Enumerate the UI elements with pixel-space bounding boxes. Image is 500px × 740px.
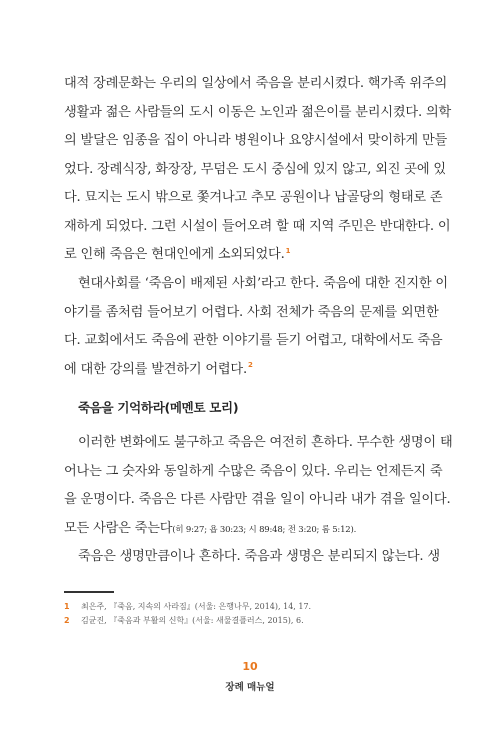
text-line: 다. 묘지는 도시 밖으로 쫓겨나고 추모 공원이나 납골당의 형태로 존 (64, 190, 443, 205)
paragraph-1 (64, 70, 452, 270)
paragraph-4 (64, 543, 440, 572)
text-line: 재하게 되었다. 그런 시설이 들어오려 할 때 지역 주민은 반대한다. 이 (64, 218, 451, 234)
text-line: 죽음은 생명만큼이나 흔하다. 죽음과 생명은 분리되지 않는다. 생 (78, 549, 440, 564)
text-line: 생활과 젊은 사람들의 도시 이동은 노인과 젊은이를 분리시켰다. 의학 (64, 104, 452, 120)
footnote-item (64, 600, 436, 614)
paragraph-2 (64, 270, 448, 384)
text-line: 다. 교회에서도 죽음에 관한 이야기를 듣기 어렵고, 대학에서도 죽음 (64, 333, 443, 348)
text-line (64, 241, 436, 270)
footnote-ref-2[interactable]: 2 (247, 361, 253, 370)
footnotes-list (64, 600, 436, 628)
text-line-content: 모든 사람은 죽는다 (64, 520, 173, 536)
footnote-ref-1[interactable]: 1 (285, 246, 291, 255)
footnote-number: 1 (64, 602, 70, 611)
page-number: 10 (242, 660, 258, 673)
scripture-references: (히 9:27; 욥 30:23; 시 89:48; 전 3:20; 롬 5:12). (172, 524, 357, 535)
text-line-content: 로 인해 죽음은 현대인에게 소외되었다. (64, 247, 285, 262)
footnote-divider (64, 591, 114, 593)
text-line: 현대사회를 ‘죽음이 배제된 사회’라고 한다. 죽음에 대한 진지한 이 (78, 276, 448, 291)
text-line: 야기를 좀처럼 들어보기 어렵다. 사회 전체가 죽음의 문제를 외면한 (64, 304, 439, 320)
footnote-text: 김균진, 『죽음과 부활의 신학』(서울: 새물결플러스, 2015), 6. (81, 616, 304, 625)
paragraph-3 (64, 429, 453, 544)
text-line: 었다. 장례식장, 화장장, 무덤은 도시 중심에 있지 않고, 외진 곳에 있 (64, 161, 446, 177)
footnote-number: 2 (64, 616, 70, 625)
footnote-item (64, 614, 436, 628)
text-line: 대적 장례문화는 우리의 일상에서 죽음을 분리시켰다. 핵가족 위주의 (64, 76, 448, 91)
book-title-footer: 장례 매뉴얼 (225, 682, 275, 693)
text-line-content: 에 대한 강의를 발견하기 어렵다. (64, 361, 247, 377)
text-line: 의 발달은 임종을 집이 아니라 병원이나 요양시설에서 맞이하게 만들 (64, 133, 448, 148)
section-heading: 죽음을 기억하라(메멘토 모리) (78, 400, 239, 415)
text-line: 을 운명이다. 죽음은 다른 사람만 겪을 일이 아니라 내가 겪을 일이다. (64, 492, 451, 507)
text-line (64, 515, 436, 545)
footnote-text: 최은주, 『죽음, 지속의 사라짐』(서울: 은행나무, 2014), 14, 17. (81, 602, 312, 611)
text-line (64, 356, 436, 385)
text-line: 어나는 그 숫자와 동일하게 수많은 죽음이 있다. 우리는 언제든지 죽 (64, 463, 443, 479)
text-line: 이러한 변화에도 불구하고 죽음은 여전히 흔하다. 무수한 생명이 태 (78, 435, 453, 450)
